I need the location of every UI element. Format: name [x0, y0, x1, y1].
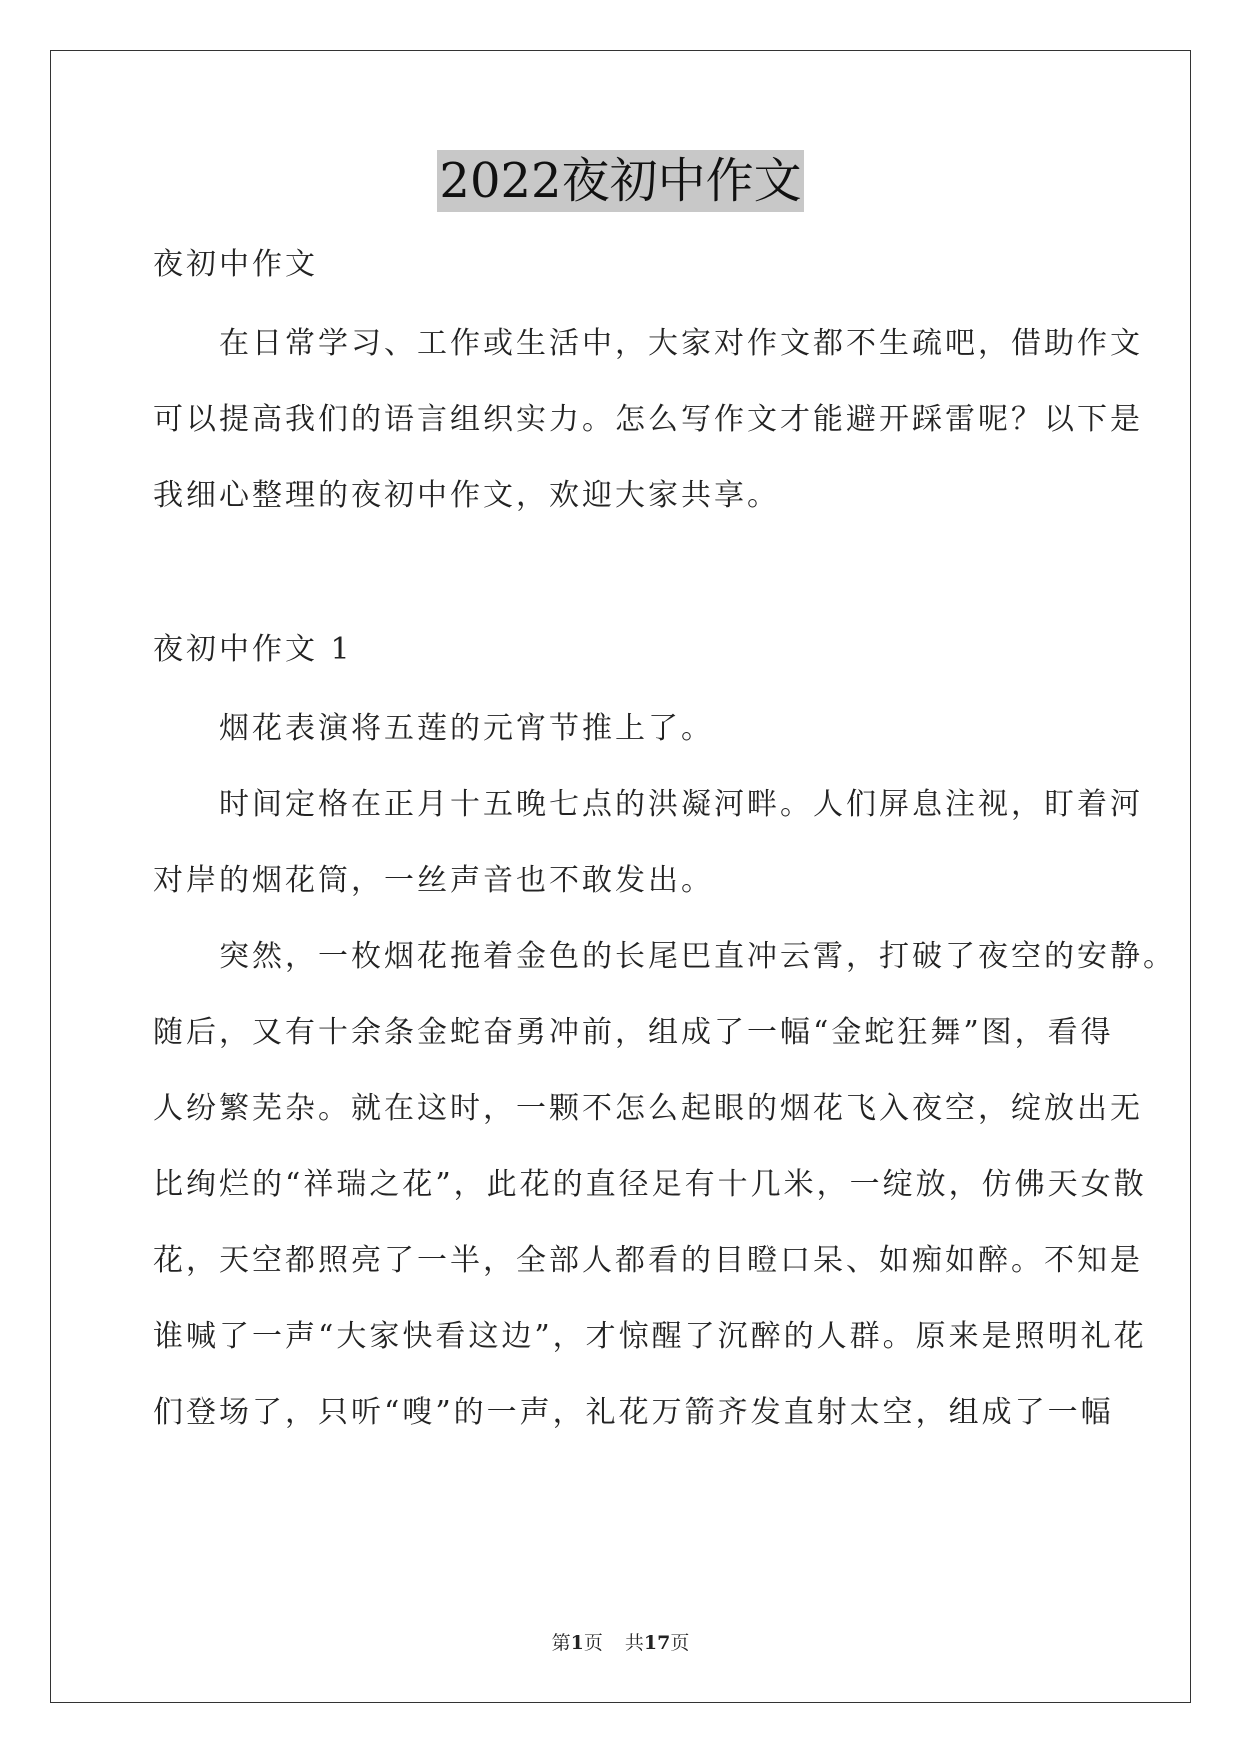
- document-title: 2022夜初中作文: [437, 150, 803, 212]
- body-line: 随后，又有十余条金蛇奋勇冲前，组成了一幅“金蛇狂舞”图，看得: [153, 1015, 1114, 1050]
- intro-line: 可以提高我们的语言组织实力。怎么写作文才能避开踩雷呢？以下是: [153, 402, 1143, 437]
- body-line: 谁喊了一声“大家快看这边”，才惊醒了沉醉的人群。原来是照明礼花: [153, 1319, 1147, 1354]
- page-number: 1: [570, 1632, 584, 1654]
- intro-line: 我细心整理的夜初中作文，欢迎大家共享。: [153, 478, 780, 513]
- intro-line: 在日常学习、工作或生活中，大家对作文都不生疏吧，借助作文: [153, 326, 1143, 361]
- page-footer: [0, 1628, 1241, 1655]
- section-heading: 夜初中作文 1: [153, 632, 353, 667]
- section-heading-block: [153, 612, 1093, 688]
- page-suffix: 页: [583, 1632, 603, 1654]
- intro-section: [153, 227, 1093, 303]
- total-prefix: 共: [624, 1632, 644, 1654]
- intro-heading: 夜初中作文: [153, 247, 318, 282]
- total-suffix: 页: [670, 1632, 690, 1654]
- essay-body: [153, 691, 1176, 1451]
- title-container: [0, 150, 1241, 212]
- total-pages: 17: [643, 1632, 671, 1654]
- body-line: 突然，一枚烟花拖着金色的长尾巴直冲云霄，打破了夜空的安静。: [153, 939, 1176, 974]
- body-line: 人纷繁芜杂。就在这时，一颗不怎么起眼的烟花飞入夜空，绽放出无: [153, 1091, 1143, 1126]
- page-prefix: 第: [551, 1632, 571, 1654]
- body-line: 对岸的烟花筒，一丝声音也不敢发出。: [153, 863, 714, 898]
- body-line: 们登场了，只听“嗖”的一声，礼花万箭齐发直射太空，组成了一幅: [153, 1395, 1114, 1430]
- body-line: 时间定格在正月十五晚七点的洪凝河畔。人们屏息注视，盯着河: [153, 787, 1143, 822]
- body-line: 比绚烂的“祥瑞之花”，此花的直径足有十几米，一绽放，仿佛天女散: [153, 1167, 1147, 1202]
- body-line: 花，天空都照亮了一半，全部人都看的目瞪口呆、如痴如醉。不知是: [153, 1243, 1143, 1278]
- intro-paragraph: [153, 306, 1143, 534]
- body-line: 烟花表演将五莲的元宵节推上了。: [153, 711, 714, 746]
